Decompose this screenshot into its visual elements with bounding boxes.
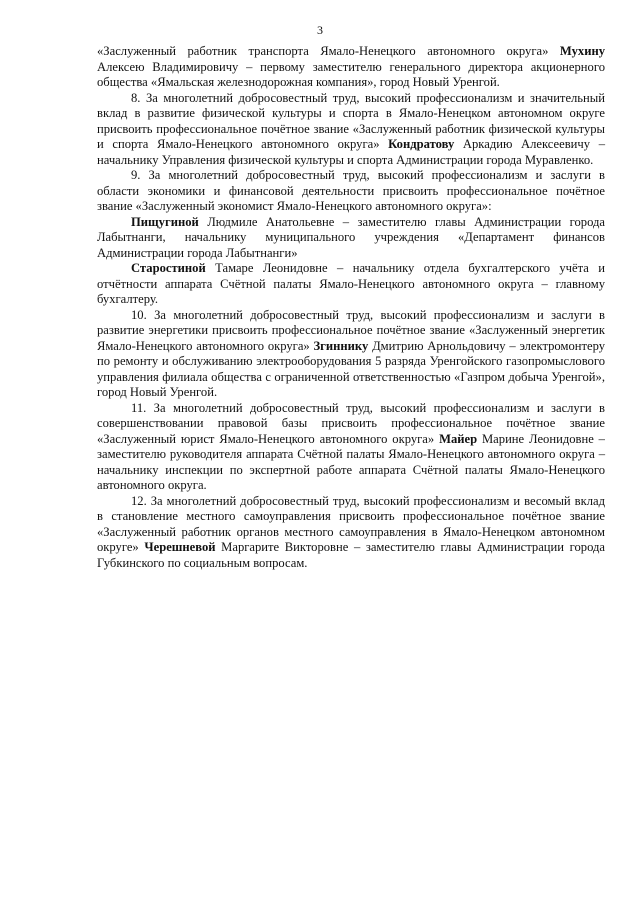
awardee-name: Майер bbox=[439, 431, 478, 446]
paragraph bbox=[97, 261, 605, 308]
paragraph-text: Тамаре Леонидовне – начальнику отдела бухгалтерского учёта и отчётности аппарата Счётной палаты Ямало-Ненецкого автономного округа – главному бухгалтеру. bbox=[97, 261, 605, 306]
paragraph-text: «Заслуженный работник транспорта Ямало-Ненецкого автономного округа» bbox=[97, 44, 549, 58]
paragraph-text: Дмитрию Арнольдовичу – электромонтеру по ремонту и обслуживанию электрооборудования 5 разряда Уренгойского газопромыслового управления филиала общества с ограниченной ответственностью «Газпром добыча Уренгой», город Новый Уренгой. bbox=[97, 338, 605, 399]
paragraph-text: 12. За многолетний добросовестный труд, высокий профессионализм и весомый вклад в становление местного самоуправления присвоить профессиональное почётное звание «Заслуженный работник органов местного самоуправления в Ямало-Ненецком автономном округе» bbox=[97, 493, 605, 554]
awardee-name: Кондратову bbox=[388, 137, 455, 151]
paragraph bbox=[97, 308, 605, 401]
paragraph-text: 11. За многолетний добросовестный труд, высокий профессионализм и заслуги в совершенствовании правовой базы присвоить профессиональное почётное звание «Заслуженный юрист Ямало-Ненецкого автономного округа» bbox=[97, 400, 605, 446]
awardee-name: Мухину bbox=[559, 44, 605, 58]
paragraph bbox=[97, 215, 605, 262]
paragraph bbox=[97, 44, 605, 91]
document-body bbox=[97, 44, 605, 571]
paragraph-text: Маргарите Викторовне – заместителю главы Администрации города Губкинского по социальным вопросам. bbox=[97, 540, 605, 570]
paragraph-text: Алексею Владимировичу – первому заместителю генерального директора акционерного общества «Ямальская железнодорожная компания», город Новый Уренгой. bbox=[97, 59, 605, 89]
awardee-name: Пищугиной bbox=[131, 214, 199, 229]
paragraph-text: Марине Леонидовне – заместителю руководителя аппарата Счётной палаты Ямало-Ненецкого автономного округа – начальнику инспекции по экспертной работе аппарата Счётной палаты Ямало-Ненецкого автономного округа. bbox=[97, 431, 605, 492]
paragraph-text: Аркадию Алексеевичу – начальнику Управления физической культуры и спорта Администрации города Муравленко. bbox=[97, 137, 605, 167]
paragraph bbox=[97, 401, 605, 494]
awardee-name: Згиннику bbox=[313, 338, 369, 353]
awardee-name: Черешневой bbox=[144, 540, 216, 554]
paragraph-text: Людмиле Анатольевне – заместителю главы Администрации города Лабытнанги, начальнику муниципального учреждения «Департамент финансов Администрации города Лабытнанги» bbox=[97, 214, 606, 260]
paragraph bbox=[97, 168, 605, 215]
page-number: 3 bbox=[317, 23, 323, 37]
awardee-name: Старостиной bbox=[131, 261, 206, 275]
paragraph bbox=[97, 494, 605, 572]
paragraph bbox=[97, 91, 605, 169]
paragraph-text: 9. За многолетний добросовестный труд, высокий профессионализм и заслуги в области экономики и финансовой деятельности присвоить профессиональное почётное звание «Заслуженный экономист Ямало-Ненецкого автономного округа»: bbox=[97, 168, 605, 213]
paragraph-text: 10. За многолетний добросовестный труд, высокий профессионализм и заслуги в развитие энергетики присвоить профессиональное почётное звание «Заслуженный энергетик Ямало-Ненецкого автономного округа» bbox=[97, 307, 605, 353]
paragraph-text: 8. За многолетний добросовестный труд, высокий профессионализм и значительный вклад в развитие физической культуры и спорта в Ямало-Ненецком автономном округе присвоить профессиональное почётное звание «Заслуженный работник физической культуры и спорта Ямало-Ненецкого автономного округа» bbox=[97, 90, 605, 151]
